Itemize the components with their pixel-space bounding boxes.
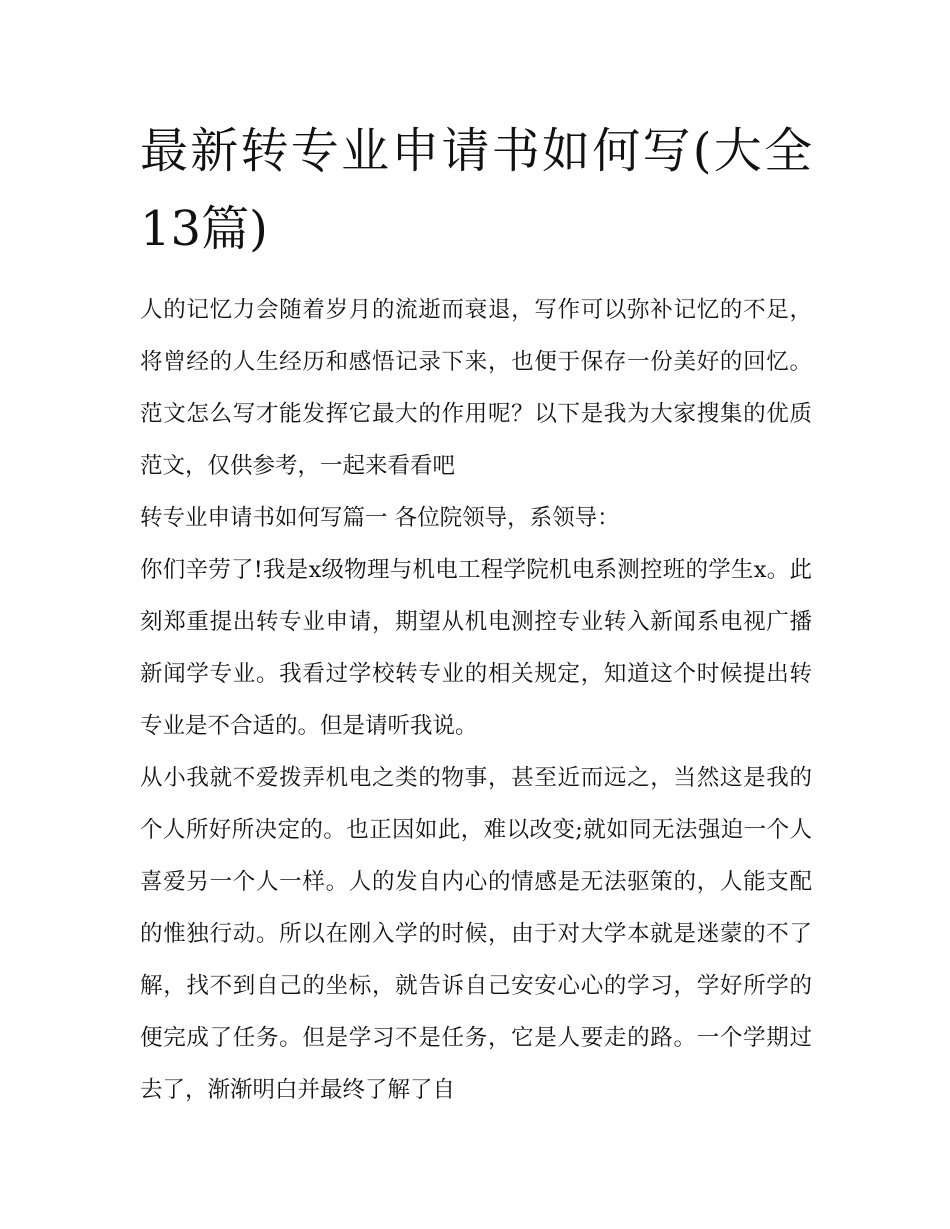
intro-paragraph: 人的记忆力会随着岁月的流逝而衰退，写作可以弥补记忆的不足，将曾经的人生经历和感悟记录下来，也便于保存一份美好的回忆。范文怎么写才能发挥它最大的作用呢？以下是我为大家搜集的优质范文，仅供参考，一起来看看吧: [140, 297, 812, 479]
document-title: 最新转专业申请书如何写(大全13篇): [140, 123, 812, 257]
section-heading-paragraph: 转专业申请书如何写篇一 各位院领导，系领导：: [140, 505, 620, 531]
body-paragraph: 你们辛劳了!我是x级物理与机电工程学院机电系测控班的学生x。此刻郑重提出转专业申请，期望从机电测控专业转入新闻系电视广播新闻学专业。我看过学校转专业的相关规定，知道这个时候提出转专业是不合适的。但是请听我说。: [140, 557, 812, 739]
document-page: [140, 112, 812, 1116]
body-paragraph: 从小我就不爱拨弄机电之类的物事，甚至近而远之，当然这是我的个人所好所决定的。也正因如此，难以改变;就如同无法强迫一个人喜爱另一个人一样。人的发自内心的情感是无法驱策的，人能支配的惟独行动。所以在刚入学的时候，由于对大学本就是迷蒙的不了解，找不到自己的坐标，就告诉自己安安心心的学习，学好所学的便完成了任务。但是学习不是任务，它是人要走的路。一个学期过去了，渐渐明白并最终了解了自: [140, 765, 812, 1103]
